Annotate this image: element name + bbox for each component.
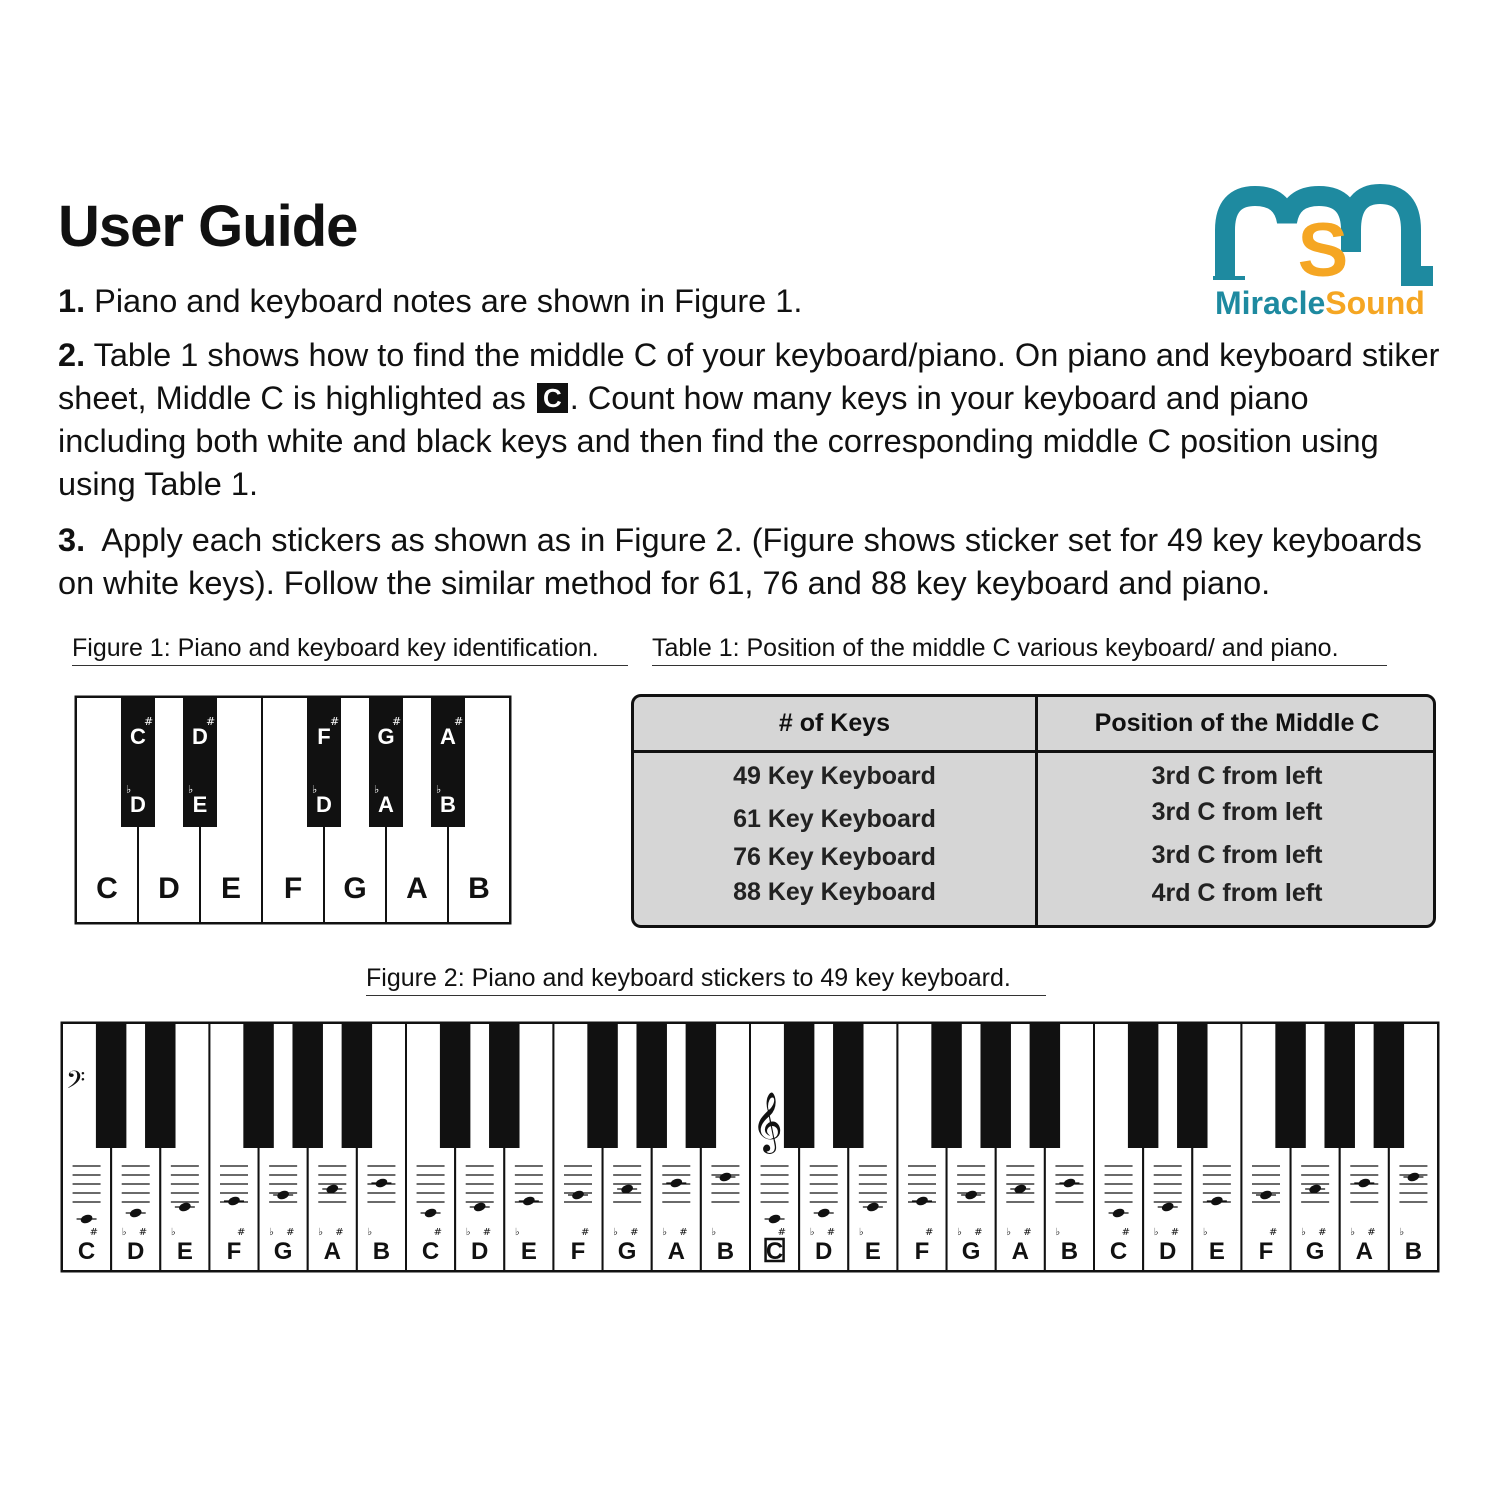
flat-sign: ♭ [367, 1227, 373, 1238]
black-key-flat-label: E [192, 792, 208, 817]
white-key-label: B [1404, 1238, 1423, 1265]
white-key-label: B [468, 872, 490, 905]
white-key-label: D [1159, 1238, 1177, 1265]
bass-clef-icon: 𝄢 [66, 1066, 86, 1101]
flat-sign: ♭ [514, 1227, 520, 1238]
sharp-sign: # [974, 1227, 983, 1238]
logo-word-1: Miracle [1215, 285, 1326, 320]
flat-sign: ♭ [1350, 1227, 1356, 1238]
black-key [342, 1023, 372, 1148]
black-key [292, 1023, 322, 1148]
sharp-sign: # [335, 1227, 344, 1238]
white-key-label: E [520, 1238, 537, 1265]
black-key-sharp-label: A [440, 724, 456, 749]
sharp-sign: # [433, 1227, 442, 1238]
step-number: 1. [58, 283, 86, 319]
table-cell: 61 Key Keyboard [733, 805, 936, 833]
logo-m-right [1351, 194, 1433, 276]
black-key [440, 1023, 470, 1148]
black-key-flat-label: B [440, 792, 456, 817]
white-key-label: E [176, 1238, 193, 1265]
black-key-flat-label: D [316, 792, 332, 817]
black-key [833, 1023, 863, 1148]
black-key [784, 1023, 814, 1148]
table-cell: 4rd C from left [1151, 879, 1323, 907]
black-key [1275, 1023, 1305, 1148]
white-key-label: C [765, 1238, 784, 1265]
page-title: User Guide [58, 194, 358, 259]
white-key-label: D [127, 1238, 145, 1265]
flat-sign: ♭ [613, 1227, 618, 1238]
white-key-label: G [1305, 1238, 1325, 1265]
black-key-flat-label: D [130, 792, 146, 817]
step-3 [58, 519, 1443, 605]
table-cell: 88 Key Keyboard [733, 878, 936, 906]
step-number: 2. [58, 337, 86, 373]
sharp-sign: # [392, 715, 402, 728]
sharp-sign: # [925, 1227, 934, 1238]
black-key [587, 1023, 617, 1148]
logo-word-2: Sound [1325, 285, 1425, 320]
logo-s-letter: S [1297, 208, 1349, 293]
step-text: Table 1 shows how to find the middle C of your keyboard/piano. On piano and keyboard stiker sheet, Middle C is highlighted as [58, 337, 1440, 416]
sharp-sign: # [1318, 1227, 1327, 1238]
flat-sign: ♭ [858, 1227, 864, 1238]
sharp-sign: # [237, 1227, 246, 1238]
flat-sign: ♭ [465, 1227, 471, 1238]
figure1-keyboard [74, 695, 512, 925]
white-key-label: F [226, 1238, 242, 1265]
black-key [1128, 1023, 1158, 1148]
sharp-sign: # [1367, 1227, 1376, 1238]
logo-wordmark [1215, 285, 1425, 320]
flat-sign: ♭ [1153, 1227, 1159, 1238]
white-key-label: D [471, 1238, 489, 1265]
step-text: Apply each stickers as shown as in Figure 2. (Figure shows sticker set for 49 key keyboards on white keys). Follow the similar method for 61, 76 and 88 key keyboard and piano. [58, 522, 1422, 601]
sharp-sign: # [777, 1227, 786, 1238]
white-key-label: G [273, 1238, 293, 1265]
white-key-label: A [1355, 1238, 1373, 1265]
flat-sign: ♭ [374, 783, 380, 796]
white-key-label: B [1060, 1238, 1079, 1265]
white-key-label: C [96, 872, 118, 905]
flat-sign: ♭ [662, 1227, 668, 1238]
step-text-after: . Count how many keys in your keyboard and piano including both white and black keys and then find the corresponding middle C position using using Table 1. [58, 380, 1379, 502]
black-key-sharp-label: F [317, 724, 331, 749]
white-key-label: F [570, 1238, 586, 1265]
sharp-sign: # [454, 715, 464, 728]
black-key-flat-label: A [378, 792, 394, 817]
white-key-label: E [220, 872, 242, 905]
white-key-label: G [343, 872, 367, 905]
step-number: 3. [58, 522, 86, 558]
flat-sign: ♭ [126, 783, 132, 796]
white-key-label: C [1109, 1238, 1128, 1265]
black-key [931, 1023, 961, 1148]
step-2 [58, 334, 1443, 506]
flat-sign: ♭ [312, 783, 318, 796]
white-key-label: E [864, 1238, 881, 1265]
white-key-label: C [77, 1238, 96, 1265]
black-key [243, 1023, 273, 1148]
sharp-sign: # [1023, 1227, 1032, 1238]
white-key-label: B [716, 1238, 735, 1265]
white-key-label: A [406, 872, 428, 905]
flat-sign: ♭ [711, 1227, 717, 1238]
black-key [636, 1023, 666, 1148]
black-key [145, 1023, 175, 1148]
flat-sign: ♭ [809, 1227, 815, 1238]
sharp-sign: # [679, 1227, 688, 1238]
sharp-sign: # [826, 1227, 836, 1238]
middle-c-table [631, 694, 1436, 928]
white-key-label: F [283, 872, 303, 905]
treble-clef-icon: 𝄞 [752, 1092, 783, 1152]
flat-sign: ♭ [318, 1227, 324, 1238]
flat-sign: ♭ [436, 783, 442, 796]
white-key-label: A [323, 1238, 341, 1265]
table-header-position: Position of the Middle C [1094, 709, 1380, 737]
black-key-sharp-label: C [130, 724, 146, 749]
white-key-label: F [914, 1238, 930, 1265]
sharp-sign: # [286, 1227, 295, 1238]
black-key [1324, 1023, 1354, 1148]
table-cell: 3rd C from left [1151, 798, 1323, 826]
figure2-keyboard [60, 1021, 1440, 1273]
flat-sign: ♭ [1399, 1227, 1405, 1238]
white-key-label: G [961, 1238, 981, 1265]
sharp-sign: # [138, 1227, 148, 1238]
flat-sign: ♭ [269, 1227, 274, 1238]
miraclesound-logo [1205, 180, 1445, 320]
white-key-label: D [815, 1238, 833, 1265]
white-key-label: G [617, 1238, 637, 1265]
sharp-sign: # [581, 1227, 590, 1238]
sharp-sign: # [1269, 1227, 1278, 1238]
flat-sign: ♭ [1006, 1227, 1012, 1238]
black-key [1030, 1023, 1060, 1148]
table-cell: 3rd C from left [1151, 762, 1323, 790]
white-key-label: B [372, 1238, 391, 1265]
sharp-sign: # [1121, 1227, 1130, 1238]
black-key-sharp-label: G [377, 724, 395, 749]
middle-c-highlight: C [537, 383, 568, 413]
sharp-sign: # [144, 715, 154, 728]
sharp-sign: # [482, 1227, 492, 1238]
black-key [1374, 1023, 1404, 1148]
flat-sign: ♭ [170, 1227, 176, 1238]
black-key [980, 1023, 1010, 1148]
sharp-sign: # [89, 1227, 98, 1238]
white-key-label: E [1208, 1238, 1225, 1265]
flat-sign: ♭ [957, 1227, 962, 1238]
white-key-label: C [421, 1238, 440, 1265]
white-key-label: F [1258, 1238, 1274, 1265]
white-key-label: D [158, 872, 180, 905]
flat-sign: ♭ [1301, 1227, 1306, 1238]
sharp-sign: # [630, 1227, 639, 1238]
flat-sign: ♭ [188, 783, 194, 796]
figure1-caption: Figure 1: Piano and keyboard key identification. [72, 634, 628, 666]
step-text: Piano and keyboard notes are shown in Figure 1. [94, 283, 803, 319]
black-key [489, 1023, 519, 1148]
flat-sign: ♭ [121, 1227, 127, 1238]
figure2-caption: Figure 2: Piano and keyboard stickers to 49 key keyboard. [366, 964, 1046, 996]
table-cell: 3rd C from left [1151, 841, 1323, 869]
flat-sign: ♭ [1055, 1227, 1061, 1238]
black-key [686, 1023, 716, 1148]
white-key-label: A [1011, 1238, 1029, 1265]
black-key [1177, 1023, 1207, 1148]
flat-sign: ♭ [1202, 1227, 1208, 1238]
table-cell: 49 Key Keyboard [733, 762, 936, 790]
white-key-label: A [667, 1238, 685, 1265]
black-key [96, 1023, 126, 1148]
sharp-sign: # [206, 715, 216, 728]
table-cell: 76 Key Keyboard [733, 843, 936, 871]
table-header-keys: # of Keys [778, 709, 891, 737]
black-key-sharp-label: D [192, 724, 208, 749]
sharp-sign: # [330, 715, 340, 728]
sharp-sign: # [1170, 1227, 1180, 1238]
table1-caption: Table 1: Position of the middle C various keyboard/ and piano. [652, 634, 1387, 666]
